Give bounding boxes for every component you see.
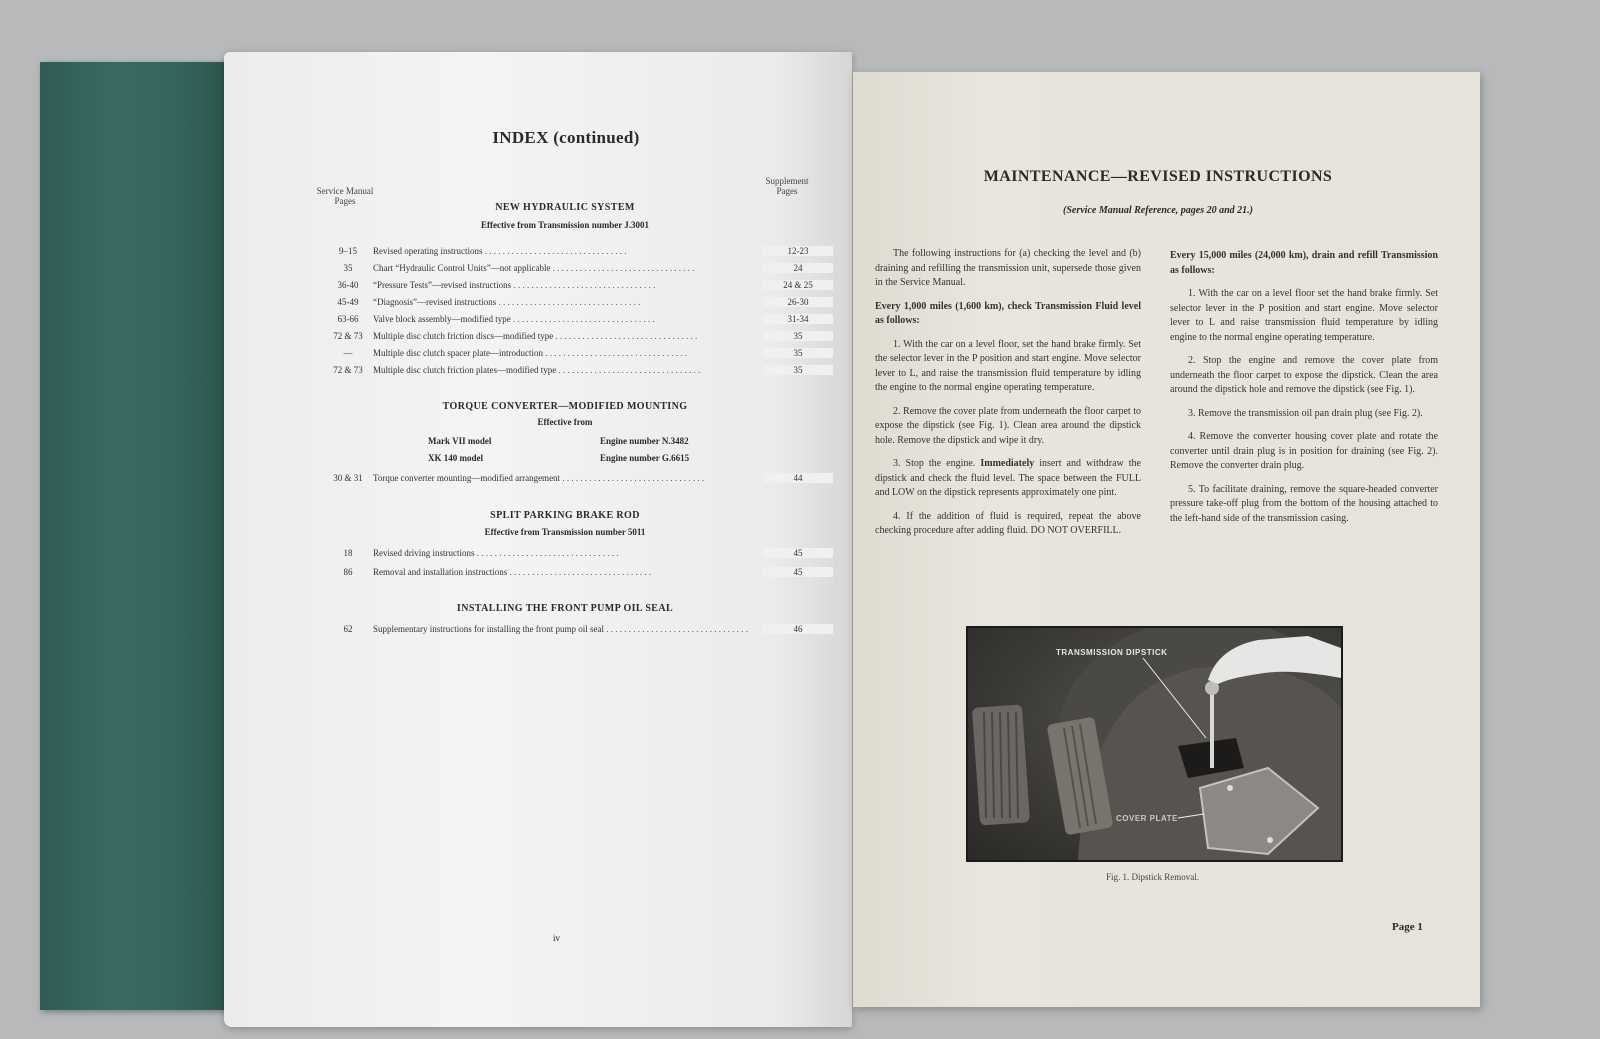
step-3-start: 3. Stop the engine. [893, 458, 976, 469]
book-spine [40, 62, 235, 1010]
section-title: SPLIT PARKING BRAKE ROD [490, 510, 640, 521]
section-title: INSTALLING THE FRONT PUMP OIL SEAL [456, 603, 674, 614]
manual-page: 72 & 73 [333, 331, 363, 341]
manual-page: 45-49 [337, 297, 359, 307]
row-description: Valve block assembly—modified type . . [373, 314, 778, 324]
row-description: Multiple disc clutch friction discs—modified type . . [373, 331, 778, 341]
drain-step-5: 5. To facilitate draining, remove the square-headed converter pressure take-off plug from the bottom of the housing attached to the left-hand side of the transmission casing. [1170, 483, 1438, 524]
index-row [323, 297, 843, 313]
section-title: TORQUE CONVERTER—MODIFIED MOUNTING [442, 401, 688, 412]
column-left [875, 247, 1141, 548]
supplement-page: 12-23 [763, 246, 833, 256]
row-description: Multiple disc clutch spacer plate—introduction . . [373, 348, 778, 358]
section-subtitle: Effective from Transmission number J.3001 [480, 220, 650, 230]
manual-page: 62 [343, 624, 353, 634]
photo-illustration [968, 628, 1341, 860]
index-row [323, 314, 843, 330]
manual-page: 18 [343, 548, 353, 558]
manual-page: 63-66 [337, 314, 359, 324]
row-description: Removal and installation instructions . . [373, 567, 778, 577]
section-subtitle: Effective from Transmission number 5011 [484, 527, 646, 537]
manual-page: 86 [343, 567, 353, 577]
supplement-page: 35 [763, 348, 833, 358]
section-title: NEW HYDRAULIC SYSTEM [495, 202, 635, 213]
row-description: “Diagnosis”—revised instructions . . [373, 297, 778, 307]
engine-number: Engine number N.3482 [600, 436, 689, 446]
engine-number: Engine number G.6615 [600, 453, 690, 463]
manual-page: — [343, 348, 353, 358]
supplement-page: 24 & 25 [763, 280, 833, 290]
drain-step-2: 2. Stop the engine and remove the cover plate from underneath the floor carpet to expose the dipstick. Clean the area around the dipstick hole and remove the dipstick (see Fig. 1). [1170, 355, 1438, 395]
check-heading: Every 1,000 miles (1,600 km), check Transmission Fluid level as follows: [875, 300, 1141, 326]
model-name: Mark VII model [428, 436, 492, 446]
check-step-3 [875, 457, 1141, 501]
supplement-page: 24 [763, 263, 833, 273]
column-right [1170, 249, 1438, 535]
row-description: Torque converter mounting—modified arrangement . . [373, 473, 778, 483]
index-row [323, 263, 843, 279]
supplement-page: 31-34 [763, 314, 833, 324]
row-description: Multiple disc clutch friction plates—modified type . . [373, 365, 778, 375]
row-description: Revised operating instructions . . [373, 246, 778, 256]
cover-plate-label: COVER PLATE [1116, 814, 1178, 823]
manual-page: 9–15 [339, 246, 357, 256]
service-manual-pages-header: Service Manual Pages [316, 186, 374, 206]
drain-heading: Every 15,000 miles (24,000 km), drain and refill Transmission as follows: [1170, 250, 1438, 276]
manual-page: 72 & 73 [333, 365, 363, 375]
drain-step-3: 3. Remove the transmission oil pan drain plug (see Fig. 2). [1188, 407, 1423, 419]
manual-reference: (Service Manual Reference, pages 20 and 21.) [1063, 205, 1253, 216]
check-step-4: 4. If the addition of fluid is required, repeat the above checking procedure after adding fluid. DO NOT OVERFILL. [875, 510, 1141, 536]
supplement-page: 26-30 [763, 297, 833, 307]
check-step-2: 2. Remove the cover plate from underneath the floor carpet to expose the dipstick (see Fig. 1). Clean area around the dipstick hole. Remove the dipstick and wipe it dry. [875, 405, 1141, 446]
step-3-emphasis: Immediately [980, 458, 1035, 469]
maintenance-title: MAINTENANCE—REVISED INSTRUCTIONS [983, 168, 1333, 185]
model-name: XK 140 model [428, 453, 483, 463]
dipstick-label: TRANSMISSION DIPSTICK [1056, 648, 1168, 657]
section-subtitle: Effective from [537, 417, 593, 427]
check-step-1: 1. With the car on a level floor, set the hand brake firmly. Set the selector lever in the P position and start engine. Move selector lever to L, and raise the transmission fluid temperature by idling the engine to the normal engine operating temperature. [875, 338, 1141, 393]
manual-page: 36-40 [337, 280, 359, 290]
supplement-page: 35 [763, 331, 833, 341]
index-row [323, 246, 843, 262]
index-row [323, 624, 843, 640]
row-description: Supplementary instructions for installing the front pump oil seal . . [373, 624, 778, 634]
index-row [323, 365, 843, 381]
index-row [323, 548, 843, 564]
row-description: Chart “Hydraulic Control Units”—not applicable . . [373, 263, 778, 273]
step-3-rest: insert and withdraw the dipstick and check the fluid level. The space between the FULL and LOW on the dipstick represents approximately one pint. [875, 458, 1141, 498]
index-row [323, 567, 843, 583]
index-title: INDEX (continued) [492, 128, 640, 147]
drain-step-4: 4. Remove the converter housing cover plate and rotate the converter until drain plug is in position for draining (see Fig. 2). Remove the converter drain plug. [1170, 431, 1438, 471]
left-folio: iv [553, 933, 561, 943]
row-description: “Pressure Tests”—revised instructions . . [373, 280, 778, 290]
supplement-page: 45 [763, 567, 833, 577]
drain-step-1: 1. With the car on a level floor set the hand brake firmly. Set selector lever in the P position and start engine. Move selector lever to L and raise transmission fluid temperature by idling engine to the normal engine operating temperature. [1170, 288, 1438, 343]
manual-page: 35 [343, 263, 353, 273]
manual-page: 30 & 31 [333, 473, 363, 483]
index-row [323, 348, 843, 364]
supplement-page: 44 [763, 473, 833, 483]
row-description: Revised driving instructions . . [373, 548, 778, 558]
dipstick-photo [966, 626, 1343, 862]
index-row [323, 280, 843, 296]
supplement-page: 46 [763, 624, 833, 634]
page-number: Page 1 [1392, 921, 1423, 933]
intro-paragraph: The following instructions for (a) checking the level and (b) draining and refilling the transmission unit, supersede those given in the Service Manual. [875, 248, 1141, 288]
index-row [323, 473, 843, 489]
supplement-page: 45 [763, 548, 833, 558]
figure-caption: Fig. 1. Dipstick Removal. [1106, 872, 1199, 882]
supplement-page: 35 [763, 365, 833, 375]
supplement-pages-header: Supplement Pages [765, 176, 809, 196]
index-row [323, 331, 843, 347]
